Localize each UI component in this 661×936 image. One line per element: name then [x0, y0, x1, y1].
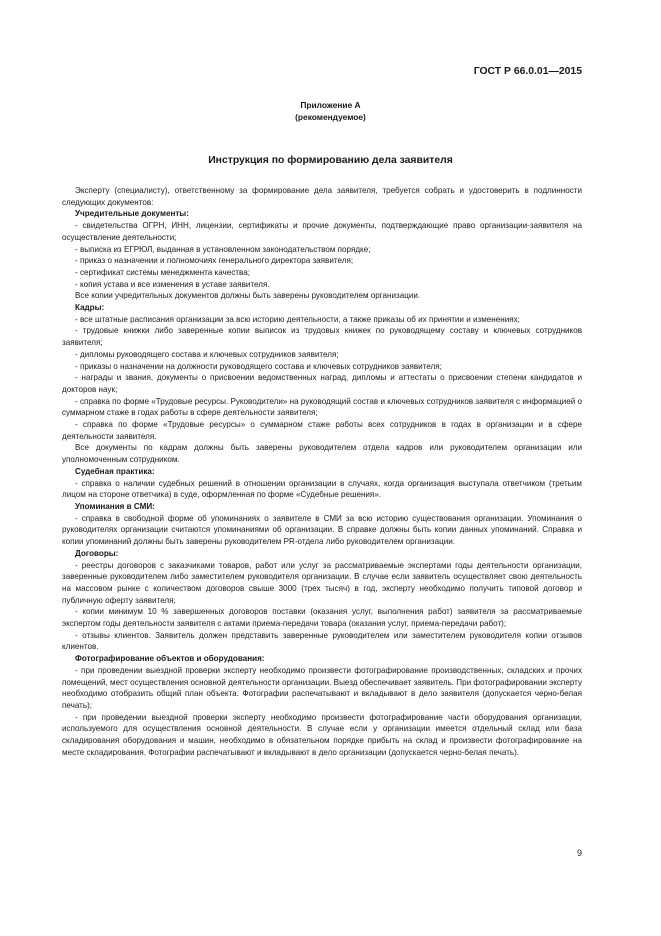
- paragraph: - справка о наличии судебных решений в отношении организации в случаях, когда организация выступала ответчиком (третьим лицом на стороне ответчика) в суде, оформленная по форме «Судебные решения».: [62, 478, 582, 500]
- paragraph: - реестры договоров с заказчиками товаров, работ или услуг за рассматриваемые экспертами годы деятельности организации, заверенные руководителем либо заместителем руководителя организации. В случае если заявитель осуществляет свою деятельность на массовом рынке с количеством договоров свыше 3000 (трех тысяч) в год, эксперту необходимо получить типовой договор и публичную оферту заявителя;: [62, 560, 582, 605]
- paragraph: - копия устава и все изменения в уставе заявителя.: [75, 279, 270, 289]
- paragraph: - при проведении выездной проверки эксперту необходимо произвести фотографирование части оборудования организации, используемого для осуществления основной деятельности. В случае если у организации имеется отдельный склад или база складирования оборудования и машин, необходимо в обязательном порядке прибыть на склад и произвести фотографирование на месте складирования. Фотографии распечатывают и вкладывают в дело организации (допускается черно-белая печать).: [62, 712, 582, 757]
- paragraph: - свидетельства ОГРН, ИНН, лицензии, сертификаты и прочие документы, подтверждающие право организации-заявителя на осуществление деятельности;: [62, 221, 582, 242]
- paragraph: - сертификат системы менеджмента качества;: [75, 267, 250, 277]
- paragraph: - копии минимум 10 % завершенных договоров поставки (оказания услуг, выполнения работ) заявителя за рассматриваемые экспертом годы деятельности заявителя с актами приема-передачи товара (оказания услуг, приема-передачи работ);: [62, 607, 582, 629]
- paragraph: - справка в свободной форме об упоминаниях о заявителе в СМИ за всю историю существования организации. Упоминания о руководителях организации считаются упоминаниями об организации. В справке должны быть копии данных упоминаний. Справка и копии упоминаний должны быть заверены руководителем PR-отдела либо руководителем организации.: [62, 513, 582, 547]
- paragraph: - справка по форме «Трудовые ресурсы» о суммарном стаже работы всех сотрудников в годах в организации и в сфере деятельности заявителя.: [62, 420, 582, 441]
- paragraph: Все копии учредительных документов должны быть заверены руководителем организации.: [75, 291, 421, 301]
- paragraph: - дипломы руководящего состава и ключевых сотрудников заявителя;: [75, 349, 339, 359]
- section-heading: Судебная практика:: [75, 466, 155, 476]
- annex-title: Приложение А: [300, 100, 361, 110]
- paragraph: - отзывы клиентов. Заявитель должен представить заверенные руководителем или заместителем руководителя копии отзывов клиентов.: [62, 630, 582, 652]
- section-heading: Учредительные документы:: [75, 209, 189, 219]
- section-heading: Кадры:: [75, 303, 105, 313]
- section-heading: Упоминания в СМИ:: [75, 501, 155, 511]
- paragraph: - приказы о назначении на должности руководящего состава и ключевых сотрудников заявителя;: [75, 361, 442, 371]
- document-body: [62, 185, 582, 758]
- section-heading: Договоры:: [75, 548, 119, 558]
- standard-code: ГОСТ Р 66.0.01—2015: [473, 66, 582, 77]
- paragraph: - трудовые книжки либо заверенные копии выписок из трудовых книжек по руководящему составу и ключевых сотрудников заявителя;: [62, 326, 582, 348]
- paragraph: - приказ о назначении и полномочиях генерального директора заявителя;: [75, 256, 354, 266]
- section-heading: Фотографирование объектов и оборудования:: [75, 654, 265, 664]
- paragraph: - справка по форме «Трудовые ресурсы. Руководители» на руководящий состав и ключевых сотрудников заявителя с информацией о суммарном стаже в годах работы в сфере деятельности заявителя;: [62, 396, 582, 418]
- paragraph: - награды и звания, документы о присвоении ведомственных наград, дипломы и аттестаты о присвоении степени кандидатов и докторов наук;: [62, 373, 582, 394]
- document-title: Инструкция по формированию дела заявителя: [208, 155, 453, 166]
- paragraph: Все документы по кадрам должны быть заверены руководителем отдела кадров или руководителем организации или уполномоченным сотрудником.: [62, 443, 582, 465]
- paragraph: - все штатные расписания организации за всю историю деятельности, а также приказы об их принятии и изменениях;: [75, 314, 520, 324]
- paragraph: - при проведении выездной проверки эксперту необходимо произвести фотографирование производственных, складских и прочих помещений, мест осуществления основной деятельности организации. Выезд обеспечивает заявитель. При фотографировании эксперту необходимо отобразить общий план объекта. Фотографии распечатывают и вкладывают в дело заявителя (допускается черно-белая печать);: [62, 665, 582, 710]
- paragraph: Эксперту (специалисту), ответственному за формирование дела заявителя, требуется собрать и удостоверить в подлинности следующих документов:: [62, 186, 582, 207]
- annex-heading: [0, 99, 661, 123]
- page-number: 9: [576, 848, 582, 858]
- paragraph: - выписка из ЕГРЮЛ, выданная в установленном законодательством порядке;: [75, 244, 371, 254]
- annex-subtitle: (рекомендуемое): [295, 112, 366, 122]
